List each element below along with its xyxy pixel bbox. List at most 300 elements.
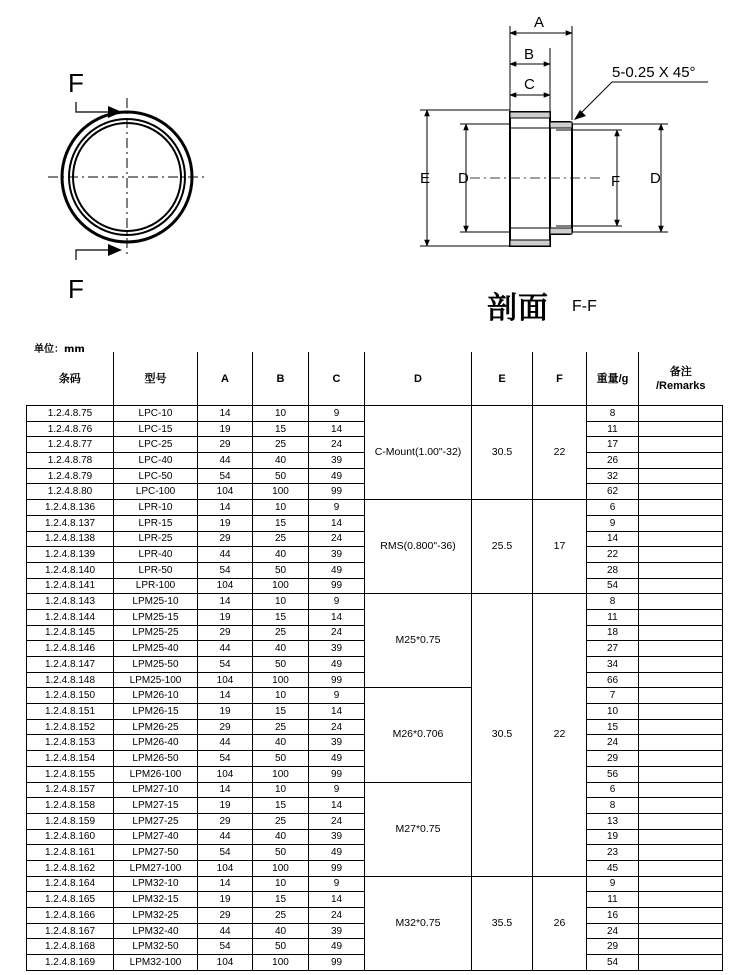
cell-a: 44 [198, 829, 253, 845]
cell-remarks [639, 955, 723, 971]
cell-code: 1.2.4.8.157 [27, 782, 114, 798]
cell-model: LPR-50 [114, 562, 198, 578]
cell-remarks [639, 688, 723, 704]
cell-weight: 6 [587, 500, 639, 516]
cell-code: 1.2.4.8.150 [27, 688, 114, 704]
cell-code: 1.2.4.8.164 [27, 876, 114, 892]
cell-weight: 15 [587, 719, 639, 735]
cell-code: 1.2.4.8.79 [27, 468, 114, 484]
cell-model: LPR-15 [114, 515, 198, 531]
cell-b: 15 [253, 609, 309, 625]
cell-weight: 9 [587, 876, 639, 892]
cell-model: LPM25-100 [114, 672, 198, 688]
cell-a: 44 [198, 641, 253, 657]
cell-remarks [639, 468, 723, 484]
cell-model: LPM26-10 [114, 688, 198, 704]
cell-c: 99 [309, 955, 365, 971]
cell-b: 40 [253, 923, 309, 939]
cell-d: M25*0.75 [365, 594, 472, 688]
cell-weight: 29 [587, 939, 639, 955]
cell-a: 44 [198, 735, 253, 751]
cell-a: 104 [198, 484, 253, 500]
cell-model: LPC-10 [114, 406, 198, 422]
cell-weight: 27 [587, 641, 639, 657]
cell-b: 40 [253, 641, 309, 657]
cell-weight: 24 [587, 735, 639, 751]
cell-a: 54 [198, 657, 253, 673]
cell-c: 39 [309, 547, 365, 563]
col-header-a: A [198, 352, 253, 406]
cell-c: 99 [309, 766, 365, 782]
cell-weight: 13 [587, 813, 639, 829]
dim-label-c: C [524, 76, 535, 93]
cell-d: RMS(0.800"-36) [365, 500, 472, 594]
cell-weight: 10 [587, 704, 639, 720]
cell-a: 54 [198, 845, 253, 861]
cell-weight: 45 [587, 860, 639, 876]
cell-b: 25 [253, 437, 309, 453]
cell-c: 14 [309, 515, 365, 531]
cell-code: 1.2.4.8.143 [27, 594, 114, 610]
dim-label-d-left: D [458, 170, 469, 187]
col-header-code: 条码 [27, 352, 114, 406]
cell-a: 54 [198, 751, 253, 767]
cell-a: 29 [198, 625, 253, 641]
cell-remarks [639, 531, 723, 547]
cell-c: 9 [309, 688, 365, 704]
cell-b: 50 [253, 562, 309, 578]
cell-remarks [639, 766, 723, 782]
cell-a: 104 [198, 860, 253, 876]
col-header-e: E [472, 352, 533, 406]
cell-c: 24 [309, 908, 365, 924]
cell-c: 9 [309, 782, 365, 798]
cell-b: 40 [253, 735, 309, 751]
cell-remarks [639, 562, 723, 578]
cell-c: 39 [309, 829, 365, 845]
table-row [27, 876, 723, 892]
cell-a: 19 [198, 798, 253, 814]
cell-model: LPC-15 [114, 421, 198, 437]
cell-c: 99 [309, 484, 365, 500]
cell-b: 100 [253, 955, 309, 971]
cell-c: 49 [309, 657, 365, 673]
cell-model: LPM25-10 [114, 594, 198, 610]
cell-weight: 8 [587, 406, 639, 422]
cell-model: LPM26-50 [114, 751, 198, 767]
cell-b: 10 [253, 406, 309, 422]
cell-code: 1.2.4.8.141 [27, 578, 114, 594]
cell-a: 29 [198, 531, 253, 547]
cell-remarks [639, 594, 723, 610]
cell-code: 1.2.4.8.155 [27, 766, 114, 782]
cell-c: 49 [309, 751, 365, 767]
cell-remarks [639, 813, 723, 829]
cell-weight: 26 [587, 453, 639, 469]
cell-model: LPM27-25 [114, 813, 198, 829]
cell-c: 49 [309, 468, 365, 484]
cell-e: 25.5 [472, 500, 533, 594]
cell-a: 19 [198, 421, 253, 437]
cell-weight: 11 [587, 609, 639, 625]
cell-weight: 19 [587, 829, 639, 845]
cell-weight: 23 [587, 845, 639, 861]
cell-e: 35.5 [472, 876, 533, 970]
cell-b: 40 [253, 829, 309, 845]
col-header-d: D [365, 352, 472, 406]
cell-remarks [639, 798, 723, 814]
remarks-line1: 备注 [669, 365, 692, 378]
cell-remarks [639, 641, 723, 657]
cell-code: 1.2.4.8.144 [27, 609, 114, 625]
cell-c: 24 [309, 625, 365, 641]
cell-c: 9 [309, 406, 365, 422]
cell-c: 24 [309, 813, 365, 829]
cell-remarks [639, 547, 723, 563]
cell-remarks [639, 845, 723, 861]
cell-remarks [639, 908, 723, 924]
cell-remarks [639, 735, 723, 751]
cell-b: 50 [253, 939, 309, 955]
cell-weight: 28 [587, 562, 639, 578]
cell-c: 24 [309, 719, 365, 735]
cell-a: 54 [198, 939, 253, 955]
cell-code: 1.2.4.8.159 [27, 813, 114, 829]
cell-c: 99 [309, 578, 365, 594]
cell-model: LPM27-50 [114, 845, 198, 861]
dim-label-e: E [420, 170, 431, 187]
cell-code: 1.2.4.8.76 [27, 421, 114, 437]
col-header-weight: 重量/g [587, 352, 639, 406]
cell-b: 15 [253, 515, 309, 531]
section-view [420, 12, 708, 246]
cell-weight: 54 [587, 578, 639, 594]
cell-remarks [639, 876, 723, 892]
cell-a: 104 [198, 766, 253, 782]
cell-remarks [639, 609, 723, 625]
table-row [27, 500, 723, 516]
chamfer-note: 5-0.25 X 45° [612, 64, 696, 81]
cell-remarks [639, 406, 723, 422]
cell-model: LPM32-15 [114, 892, 198, 908]
cell-c: 99 [309, 672, 365, 688]
cell-code: 1.2.4.8.138 [27, 531, 114, 547]
cell-a: 29 [198, 813, 253, 829]
cell-a: 44 [198, 453, 253, 469]
cell-c: 9 [309, 594, 365, 610]
col-header-remarks [639, 352, 723, 406]
cell-remarks [639, 829, 723, 845]
cell-code: 1.2.4.8.75 [27, 406, 114, 422]
dim-label-f: F [611, 173, 621, 190]
cell-a: 54 [198, 468, 253, 484]
cell-code: 1.2.4.8.158 [27, 798, 114, 814]
cell-e: 30.5 [472, 406, 533, 500]
cell-code: 1.2.4.8.77 [27, 437, 114, 453]
cell-model: LPM25-50 [114, 657, 198, 673]
cell-model: LPR-100 [114, 578, 198, 594]
cell-b: 10 [253, 500, 309, 516]
cell-remarks [639, 484, 723, 500]
cell-c: 99 [309, 860, 365, 876]
cell-model: LPM26-40 [114, 735, 198, 751]
cell-weight: 16 [587, 908, 639, 924]
cell-model: LPM27-15 [114, 798, 198, 814]
cell-weight: 8 [587, 798, 639, 814]
cell-c: 14 [309, 609, 365, 625]
cell-b: 50 [253, 468, 309, 484]
cell-weight: 29 [587, 751, 639, 767]
cell-a: 19 [198, 609, 253, 625]
cell-b: 100 [253, 578, 309, 594]
cell-model: LPC-25 [114, 437, 198, 453]
front-view [48, 68, 205, 304]
cell-remarks [639, 704, 723, 720]
cell-remarks [639, 437, 723, 453]
cell-code: 1.2.4.8.152 [27, 719, 114, 735]
cell-code: 1.2.4.8.80 [27, 484, 114, 500]
cell-c: 14 [309, 798, 365, 814]
cell-a: 54 [198, 562, 253, 578]
cell-code: 1.2.4.8.146 [27, 641, 114, 657]
cell-model: LPM32-25 [114, 908, 198, 924]
cell-code: 1.2.4.8.151 [27, 704, 114, 720]
cell-remarks [639, 657, 723, 673]
cell-f: 26 [533, 876, 587, 970]
col-header-c: C [309, 352, 365, 406]
cell-a: 14 [198, 500, 253, 516]
cell-model: LPM32-100 [114, 955, 198, 971]
cell-a: 19 [198, 704, 253, 720]
table-row [27, 406, 723, 422]
cell-weight: 6 [587, 782, 639, 798]
cell-weight: 32 [587, 468, 639, 484]
col-header-model: 型号 [114, 352, 198, 406]
cell-c: 49 [309, 845, 365, 861]
cell-b: 25 [253, 719, 309, 735]
cell-model: LPM32-40 [114, 923, 198, 939]
cell-model: LPM27-10 [114, 782, 198, 798]
cell-b: 15 [253, 704, 309, 720]
cell-b: 100 [253, 484, 309, 500]
cell-b: 10 [253, 594, 309, 610]
cell-b: 50 [253, 845, 309, 861]
cell-c: 14 [309, 421, 365, 437]
cell-a: 104 [198, 578, 253, 594]
cell-c: 39 [309, 641, 365, 657]
cell-b: 40 [253, 453, 309, 469]
cell-code: 1.2.4.8.148 [27, 672, 114, 688]
cell-b: 10 [253, 782, 309, 798]
cell-d: M27*0.75 [365, 782, 472, 876]
table-row [27, 782, 723, 798]
dim-label-d-right: D [650, 170, 661, 187]
cell-a: 104 [198, 672, 253, 688]
cell-c: 24 [309, 437, 365, 453]
table-row [27, 688, 723, 704]
cell-weight: 56 [587, 766, 639, 782]
cell-code: 1.2.4.8.168 [27, 939, 114, 955]
cell-b: 25 [253, 531, 309, 547]
cell-weight: 34 [587, 657, 639, 673]
cell-model: LPR-40 [114, 547, 198, 563]
cell-a: 14 [198, 594, 253, 610]
cell-b: 100 [253, 766, 309, 782]
cell-c: 14 [309, 704, 365, 720]
cell-weight: 9 [587, 515, 639, 531]
cell-model: LPM27-100 [114, 860, 198, 876]
section-title: 剖面 [487, 291, 549, 326]
cell-remarks [639, 578, 723, 594]
cell-remarks [639, 782, 723, 798]
cell-d: M32*0.75 [365, 876, 472, 970]
cell-remarks [639, 923, 723, 939]
cell-c: 49 [309, 939, 365, 955]
cell-code: 1.2.4.8.153 [27, 735, 114, 751]
cell-a: 14 [198, 782, 253, 798]
table-row [27, 594, 723, 610]
cell-weight: 54 [587, 955, 639, 971]
cell-b: 15 [253, 421, 309, 437]
cell-b: 25 [253, 908, 309, 924]
cell-remarks [639, 939, 723, 955]
cell-model: LPC-40 [114, 453, 198, 469]
cell-code: 1.2.4.8.145 [27, 625, 114, 641]
cell-remarks [639, 860, 723, 876]
table-header-row [27, 352, 723, 406]
cell-b: 10 [253, 876, 309, 892]
cell-code: 1.2.4.8.78 [27, 453, 114, 469]
cell-b: 10 [253, 688, 309, 704]
cell-model: LPM25-25 [114, 625, 198, 641]
section-mark-bottom: F [68, 274, 84, 304]
cell-f: 17 [533, 500, 587, 594]
cell-a: 14 [198, 876, 253, 892]
spec-table [26, 352, 723, 971]
cell-weight: 11 [587, 892, 639, 908]
cell-model: LPM25-40 [114, 641, 198, 657]
cell-c: 49 [309, 562, 365, 578]
cell-model: LPM26-25 [114, 719, 198, 735]
cell-model: LPM27-40 [114, 829, 198, 845]
cell-model: LPR-25 [114, 531, 198, 547]
remarks-line2: /Remarks [655, 379, 706, 392]
cell-a: 29 [198, 437, 253, 453]
cell-a: 14 [198, 406, 253, 422]
cell-remarks [639, 515, 723, 531]
cell-code: 1.2.4.8.169 [27, 955, 114, 971]
cell-model: LPR-10 [114, 500, 198, 516]
cell-code: 1.2.4.8.147 [27, 657, 114, 673]
cell-b: 25 [253, 813, 309, 829]
cell-weight: 66 [587, 672, 639, 688]
cell-model: LPM26-15 [114, 704, 198, 720]
cell-b: 40 [253, 547, 309, 563]
cell-a: 19 [198, 515, 253, 531]
cell-f: 22 [533, 594, 587, 876]
cell-model: LPC-50 [114, 468, 198, 484]
cell-b: 100 [253, 672, 309, 688]
section-mark-top: F [68, 68, 84, 98]
cell-weight: 22 [587, 547, 639, 563]
cell-weight: 62 [587, 484, 639, 500]
cell-code: 1.2.4.8.160 [27, 829, 114, 845]
cell-code: 1.2.4.8.162 [27, 860, 114, 876]
cell-remarks [639, 672, 723, 688]
cell-c: 39 [309, 923, 365, 939]
cell-model: LPC-100 [114, 484, 198, 500]
cell-weight: 14 [587, 531, 639, 547]
cell-b: 50 [253, 751, 309, 767]
cell-model: LPM25-15 [114, 609, 198, 625]
cell-remarks [639, 500, 723, 516]
cell-code: 1.2.4.8.167 [27, 923, 114, 939]
cell-remarks [639, 892, 723, 908]
cell-remarks [639, 453, 723, 469]
cell-a: 29 [198, 719, 253, 735]
dim-label-a: A [534, 14, 545, 31]
cell-weight: 17 [587, 437, 639, 453]
cell-a: 44 [198, 923, 253, 939]
section-subtitle: F-F [572, 298, 597, 315]
cell-weight: 11 [587, 421, 639, 437]
cell-remarks [639, 421, 723, 437]
cell-weight: 8 [587, 594, 639, 610]
cell-code: 1.2.4.8.140 [27, 562, 114, 578]
unit-label: 单位：mm [34, 344, 85, 355]
cell-remarks [639, 625, 723, 641]
cell-code: 1.2.4.8.154 [27, 751, 114, 767]
cell-code: 1.2.4.8.166 [27, 908, 114, 924]
table-body [27, 406, 723, 971]
cell-c: 39 [309, 453, 365, 469]
cell-c: 14 [309, 892, 365, 908]
cell-f: 22 [533, 406, 587, 500]
cell-e: 30.5 [472, 594, 533, 876]
cell-code: 1.2.4.8.165 [27, 892, 114, 908]
cell-code: 1.2.4.8.137 [27, 515, 114, 531]
cell-d: C-Mount(1.00"-32) [365, 406, 472, 500]
cell-a: 14 [198, 688, 253, 704]
cell-model: LPM26-100 [114, 766, 198, 782]
cell-model: LPM32-50 [114, 939, 198, 955]
cell-weight: 24 [587, 923, 639, 939]
cell-b: 15 [253, 892, 309, 908]
cell-c: 9 [309, 876, 365, 892]
cell-c: 39 [309, 735, 365, 751]
cell-weight: 7 [587, 688, 639, 704]
cell-b: 15 [253, 798, 309, 814]
col-header-f: F [533, 352, 587, 406]
cell-b: 100 [253, 860, 309, 876]
cell-b: 25 [253, 625, 309, 641]
cell-c: 24 [309, 531, 365, 547]
cell-code: 1.2.4.8.161 [27, 845, 114, 861]
cell-d: M26*0.706 [365, 688, 472, 782]
cell-remarks [639, 719, 723, 735]
dim-label-b: B [524, 46, 535, 63]
col-header-b: B [253, 352, 309, 406]
cell-c: 9 [309, 500, 365, 516]
cell-a: 44 [198, 547, 253, 563]
cell-a: 104 [198, 955, 253, 971]
cell-code: 1.2.4.8.136 [27, 500, 114, 516]
cell-a: 19 [198, 892, 253, 908]
cell-a: 29 [198, 908, 253, 924]
cell-weight: 18 [587, 625, 639, 641]
technical-drawing [0, 0, 750, 330]
cell-code: 1.2.4.8.139 [27, 547, 114, 563]
